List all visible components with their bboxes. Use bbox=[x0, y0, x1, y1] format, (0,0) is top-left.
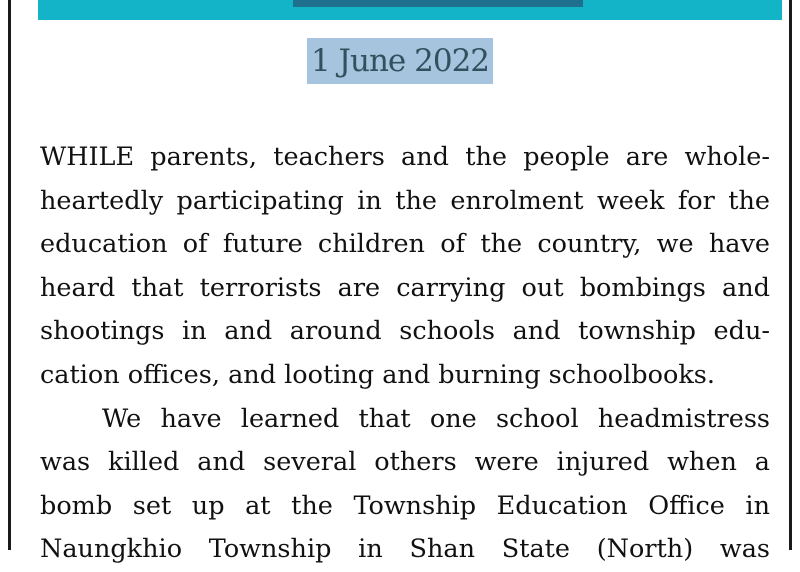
header-banner-inset bbox=[293, 0, 583, 7]
article-line: heartedly participating in the enrolment week for the bbox=[40, 185, 770, 216]
date-line bbox=[0, 38, 800, 84]
article-line: We have learned that one school headmistress bbox=[102, 403, 770, 434]
article-line: cation offices, and looting and burning schoolbooks. bbox=[40, 359, 715, 390]
article-body bbox=[40, 136, 770, 572]
article-line: shootings in and around schools and township edu- bbox=[40, 316, 770, 347]
article-line: education of future children of the country, we have bbox=[40, 229, 770, 260]
article-line: heard that terrorists are carrying out bombings and bbox=[40, 272, 770, 303]
header-banner bbox=[38, 0, 782, 20]
article-line: was killed and several others were injured when a bbox=[40, 447, 770, 478]
article-line: Naungkhio Township in Shan State (North) was bbox=[40, 534, 770, 565]
article-line: WHILE parents, teachers and the people are whole- bbox=[40, 142, 770, 172]
publication-date: 1 June 2022 bbox=[307, 38, 493, 84]
article-line: bomb set up at the Township Education Office in bbox=[40, 490, 770, 521]
